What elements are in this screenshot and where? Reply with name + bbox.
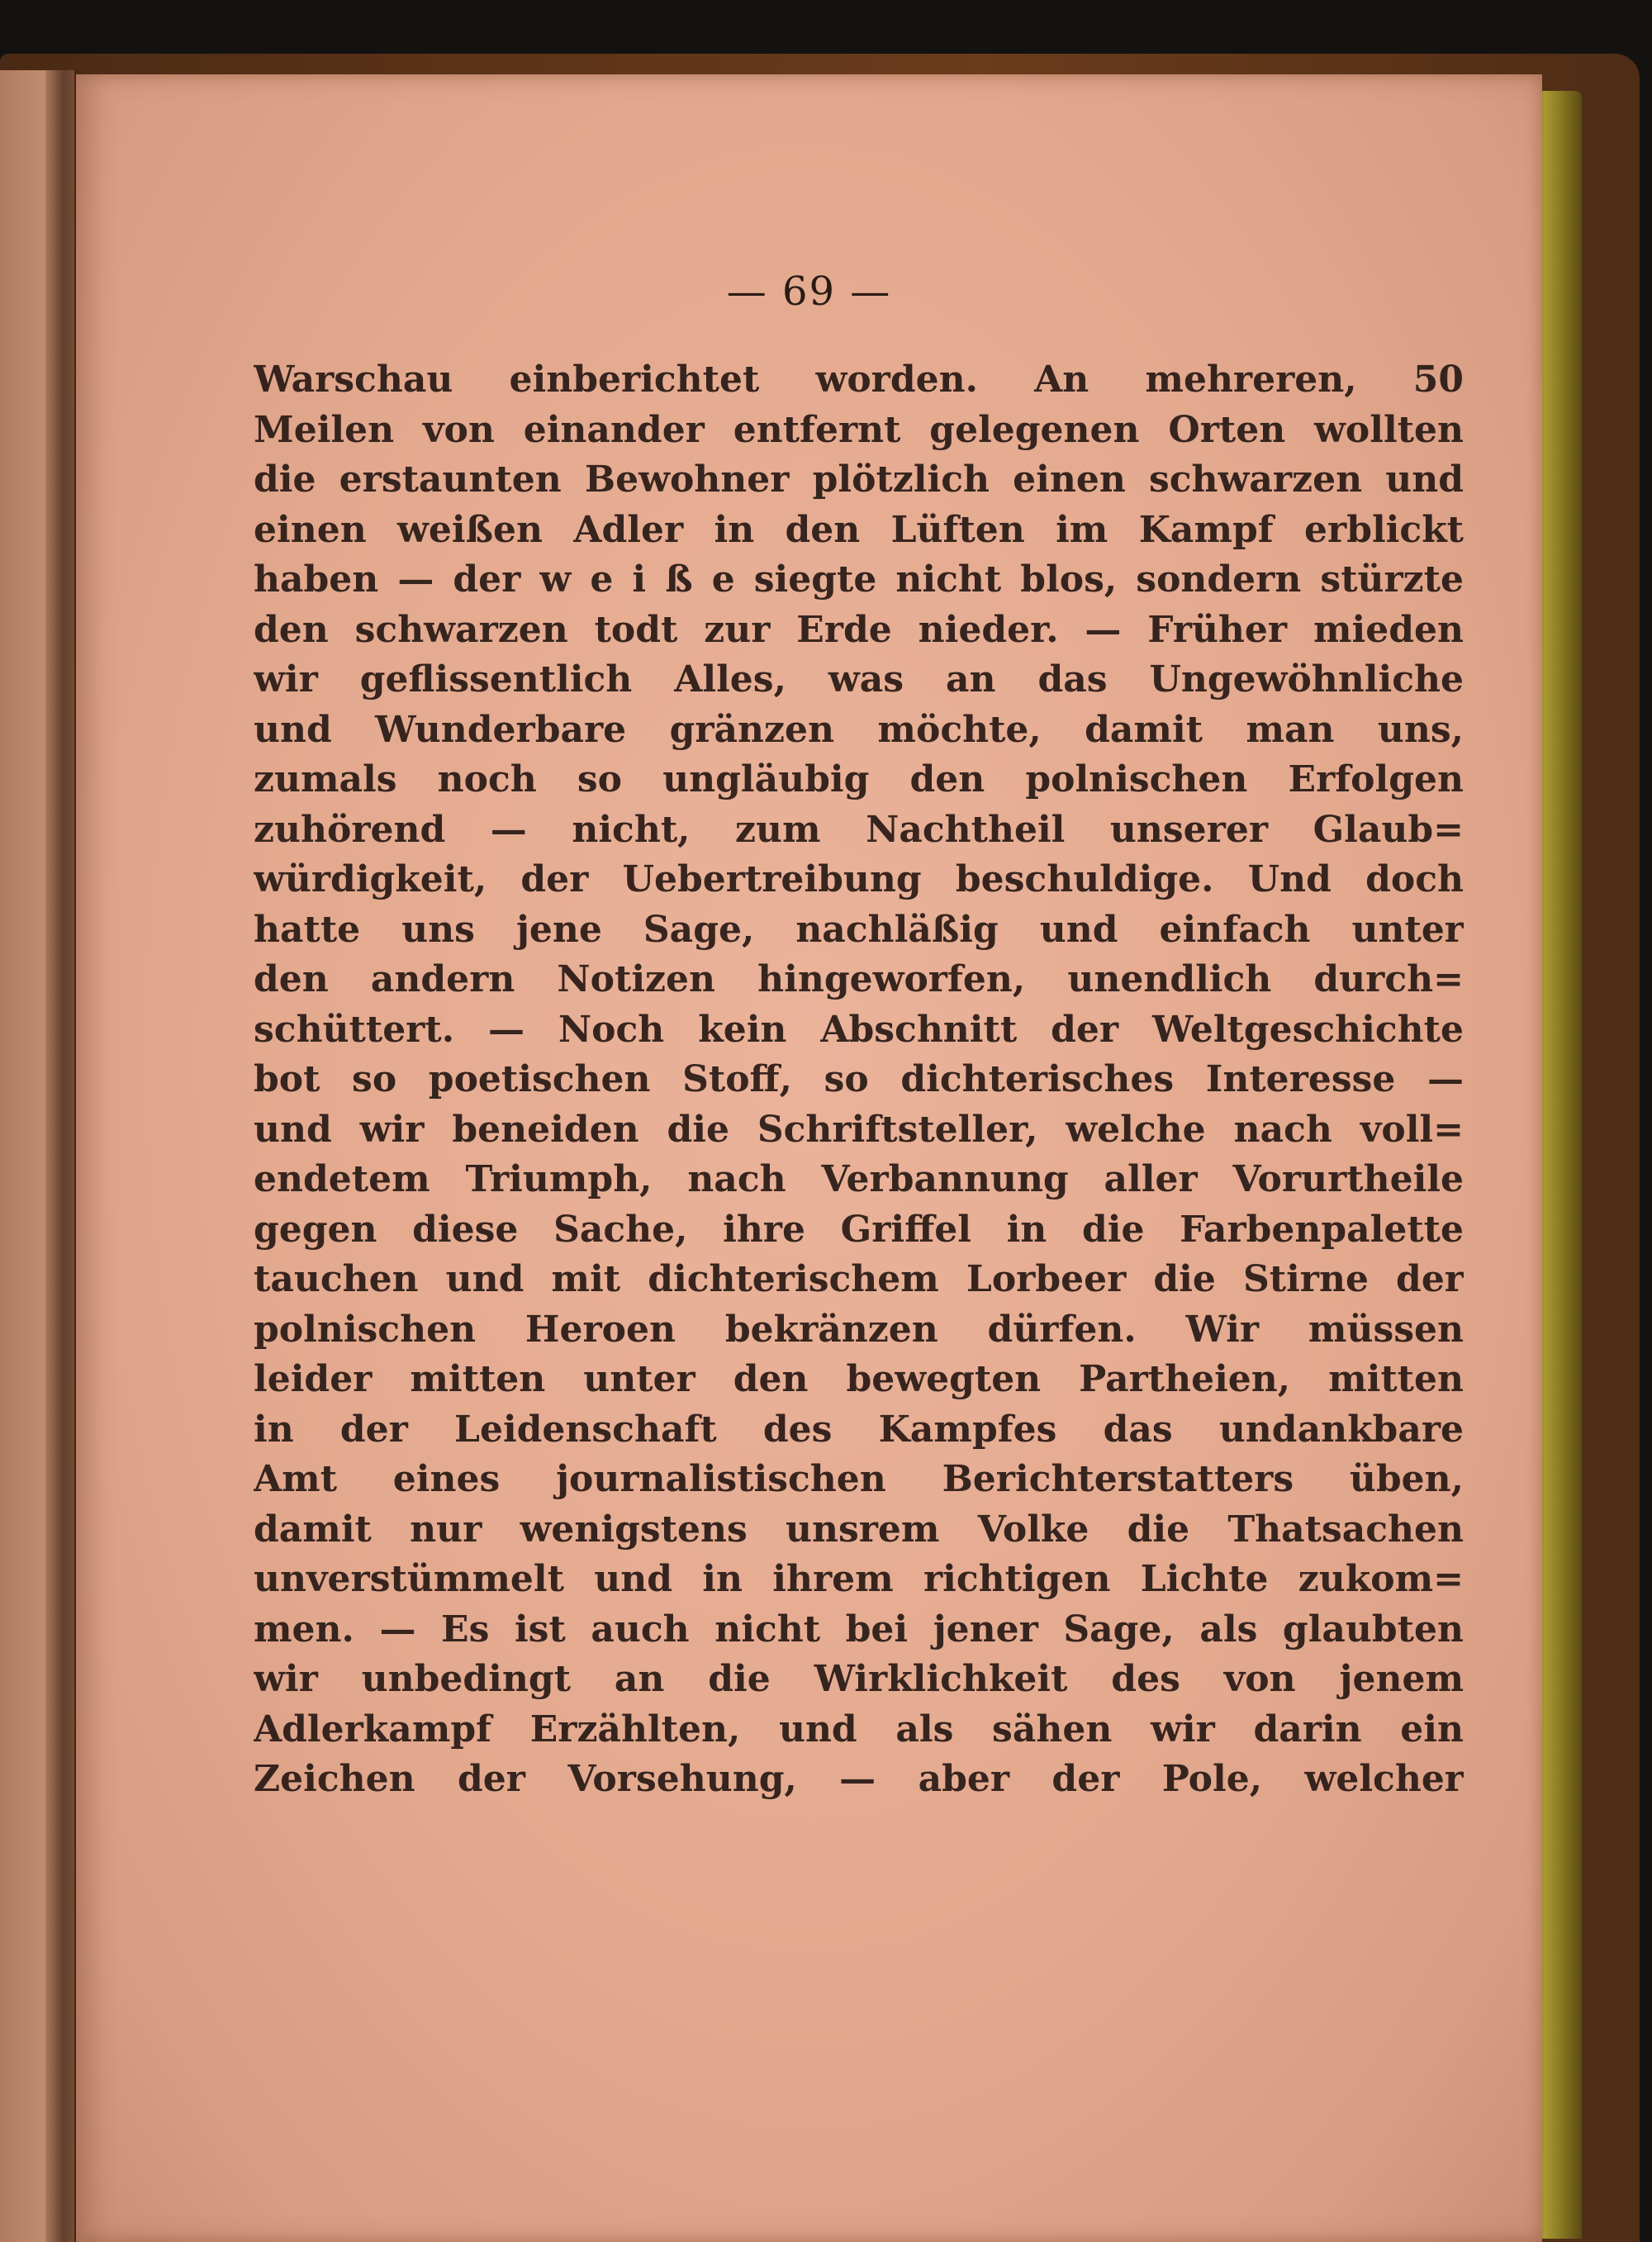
text-line: den schwarzen todt zur Erde nieder. — Früher mieden xyxy=(254,608,1464,651)
text-line: bot so poetischen Stoff, so dichterisches Interesse — xyxy=(254,1058,1464,1100)
text-line: Zeichen der Vorsehung, — aber der Pole, welcher xyxy=(254,1758,1464,1800)
text-line: in der Leidenschaft des Kampfes das undankbare xyxy=(254,1408,1464,1451)
text-line: Warschau einberichtet worden. An mehreren, 50 xyxy=(254,359,1464,401)
text-line: und Wunderbare gränzen möchte, damit man uns, xyxy=(254,708,1464,751)
text-line: damit nur wenigstens unsrem Volke die Thatsachen xyxy=(254,1508,1464,1551)
text-line: einen weißen Adler in den Lüften im Kampf erblickt xyxy=(254,508,1464,551)
text-line: die erstaunten Bewohner plötzlich einen schwarzen und xyxy=(254,458,1464,501)
text-line: hatte uns jene Sage, nachläßig und einfach unter xyxy=(254,908,1464,951)
text-line: Meilen von einander entfernt gelegenen Orten wollten xyxy=(254,408,1464,451)
text-line: Adlerkampf Erzählten, und als sähen wir darin ein xyxy=(254,1708,1464,1750)
text-line: wir geflissentlich Alles, was an das Ungewöhnliche xyxy=(254,658,1464,701)
text-line: leider mitten unter den bewegten Partheien, mitten xyxy=(254,1358,1464,1400)
text-line: den andern Notizen hingeworfen, unendlich durch= xyxy=(254,958,1464,1000)
text-line: men. — Es ist auch nicht bei jener Sage, als glaubten xyxy=(254,1608,1464,1651)
text-line: zumals noch so ungläubig den polnischen Erfolgen xyxy=(254,758,1464,800)
page-number: — 69 — xyxy=(726,268,892,315)
text-line: würdigkeit, der Uebertreibung beschuldige. Und doch xyxy=(254,858,1464,900)
text-line: und wir beneiden die Schriftsteller, welche nach voll= xyxy=(254,1108,1464,1151)
text-line: unverstümmelt und in ihrem richtigen Lichte zukom= xyxy=(254,1558,1464,1600)
text-line: wir unbedingt an die Wirklichkeit des von jenem xyxy=(254,1658,1464,1700)
book-page xyxy=(76,74,1542,2242)
text-line: haben — der w e i ß e siegte nicht blos, sondern stürzte xyxy=(254,558,1464,601)
text-line: Amt eines journalistischen Berichterstatters üben, xyxy=(254,1458,1464,1500)
body-text xyxy=(254,355,1464,1805)
text-line: endetem Triumph, nach Verbannung aller Vorurtheile xyxy=(254,1158,1464,1200)
text-line: schüttert. — Noch kein Abschnitt der Weltgeschichte xyxy=(254,1008,1464,1051)
text-line: tauchen und mit dichterischem Lorbeer die Stirne der xyxy=(254,1258,1464,1300)
text-line: gegen diese Sache, ihre Griffel in die Farbenpalette xyxy=(254,1208,1464,1251)
text-line: polnischen Heroen bekränzen dürfen. Wir müssen xyxy=(254,1308,1464,1351)
text-line: zuhörend — nicht, zum Nachtheil unserer Glaub= xyxy=(254,808,1464,851)
